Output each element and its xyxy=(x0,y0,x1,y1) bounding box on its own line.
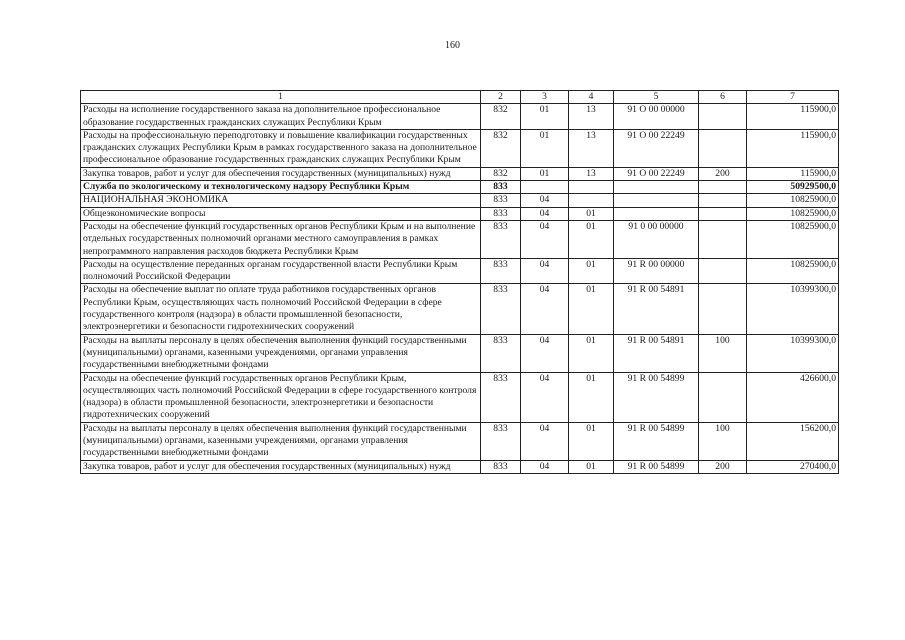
row-sum-cell: 270400,0 xyxy=(747,460,839,473)
row-code-cell xyxy=(569,181,614,194)
row-code-cell: 833 xyxy=(481,372,521,422)
row-code-cell: 01 xyxy=(521,129,569,167)
row-code-cell: 833 xyxy=(481,334,521,372)
row-code-cell xyxy=(569,194,614,207)
row-code-cell: 04 xyxy=(521,258,569,284)
row-code-cell: 833 xyxy=(481,258,521,284)
row-code-cell: 832 xyxy=(481,167,521,180)
table-row xyxy=(81,422,839,460)
row-sum-cell: 10399300,0 xyxy=(747,284,839,334)
row-code-cell: 01 xyxy=(569,220,614,258)
row-code-cell: 01 xyxy=(521,167,569,180)
row-code-cell: 100 xyxy=(699,334,747,372)
table-row xyxy=(81,372,839,422)
row-code-cell xyxy=(699,194,747,207)
budget-table xyxy=(80,90,839,474)
row-code-cell xyxy=(614,207,699,220)
table-row xyxy=(81,220,839,258)
row-code-cell: 200 xyxy=(699,167,747,180)
row-code-cell: 13 xyxy=(569,104,614,130)
row-code-cell: 833 xyxy=(481,422,521,460)
row-code-cell: 91 О 00 22249 xyxy=(614,167,699,180)
table-row xyxy=(81,334,839,372)
row-code-cell: 04 xyxy=(521,207,569,220)
row-sum-cell: 10825900,0 xyxy=(747,207,839,220)
row-code-cell: 833 xyxy=(481,207,521,220)
row-code-cell xyxy=(699,207,747,220)
row-code-cell: 833 xyxy=(481,194,521,207)
row-code-cell: 04 xyxy=(521,422,569,460)
column-header: 2 xyxy=(481,91,521,104)
row-sum-cell: 115900,0 xyxy=(747,167,839,180)
column-header: 4 xyxy=(569,91,614,104)
row-code-cell: 04 xyxy=(521,220,569,258)
row-code-cell: 91 О 00 22249 xyxy=(614,129,699,167)
row-code-cell xyxy=(699,284,747,334)
page-number: 160 xyxy=(445,40,460,51)
column-header: 6 xyxy=(699,91,747,104)
table-row xyxy=(81,460,839,473)
row-name-cell: НАЦИОНАЛЬНАЯ ЭКОНОМИКА xyxy=(81,194,481,207)
row-name-cell: Расходы на профессиональную переподготовку и повышение квалификации государственных гражданских служащих Республики Крым в рамках государственного заказа на дополнительное профессиональное образование государственных гражданских служащих Республики Крым xyxy=(81,129,481,167)
row-code-cell: 832 xyxy=(481,129,521,167)
column-header: 7 xyxy=(747,91,839,104)
row-code-cell: 91 R 00 54891 xyxy=(614,334,699,372)
row-code-cell: 100 xyxy=(699,422,747,460)
row-code-cell: 200 xyxy=(699,460,747,473)
row-code-cell xyxy=(699,220,747,258)
row-code-cell xyxy=(699,104,747,130)
table-row xyxy=(81,104,839,130)
column-header: 5 xyxy=(614,91,699,104)
row-code-cell: 01 xyxy=(569,422,614,460)
row-sum-cell: 426600,0 xyxy=(747,372,839,422)
table-row xyxy=(81,167,839,180)
row-name-cell: Расходы на обеспечение функций государственных органов Республики Крым и на выполнение отдельных государственных полномочий органами местного самоуправления в рамках непрограммного направления расходов бюджета Республики Крым xyxy=(81,220,481,258)
row-code-cell: 91 R 00 00000 xyxy=(614,258,699,284)
row-code-cell: 833 xyxy=(481,220,521,258)
row-code-cell: 04 xyxy=(521,334,569,372)
row-sum-cell: 115900,0 xyxy=(747,129,839,167)
row-code-cell: 04 xyxy=(521,460,569,473)
row-code-cell: 01 xyxy=(569,460,614,473)
row-code-cell: 13 xyxy=(569,167,614,180)
row-sum-cell: 10825900,0 xyxy=(747,258,839,284)
table-row xyxy=(81,181,839,194)
row-code-cell: 91 О 00 00000 xyxy=(614,104,699,130)
row-code-cell: 01 xyxy=(569,207,614,220)
row-code-cell: 833 xyxy=(481,460,521,473)
row-code-cell: 91 0 00 00000 xyxy=(614,220,699,258)
table-row xyxy=(81,284,839,334)
row-code-cell: 91 R 00 54899 xyxy=(614,460,699,473)
row-code-cell xyxy=(614,181,699,194)
row-code-cell: 01 xyxy=(521,104,569,130)
row-code-cell xyxy=(614,194,699,207)
row-sum-cell: 10825900,0 xyxy=(747,194,839,207)
row-code-cell: 04 xyxy=(521,372,569,422)
row-code-cell: 01 xyxy=(569,334,614,372)
table-row xyxy=(81,207,839,220)
row-code-cell: 833 xyxy=(481,181,521,194)
row-name-cell: Расходы на выплаты персоналу в целях обеспечения выполнения функций государственными (муниципальными) органами, казенными учреждениями, органами управления государственными внебюджетными фондами xyxy=(81,334,481,372)
row-code-cell: 91 R 00 54891 xyxy=(614,284,699,334)
row-sum-cell: 156200,0 xyxy=(747,422,839,460)
row-sum-cell: 10825900,0 xyxy=(747,220,839,258)
row-code-cell xyxy=(699,258,747,284)
column-header: 3 xyxy=(521,91,569,104)
row-code-cell: 01 xyxy=(569,372,614,422)
row-code-cell xyxy=(699,181,747,194)
row-code-cell xyxy=(699,372,747,422)
column-header: 1 xyxy=(81,91,481,104)
row-code-cell xyxy=(521,181,569,194)
row-code-cell: 833 xyxy=(481,284,521,334)
row-sum-cell: 10399300,0 xyxy=(747,334,839,372)
row-code-cell: 04 xyxy=(521,194,569,207)
table-row xyxy=(81,129,839,167)
row-sum-cell: 115900,0 xyxy=(747,104,839,130)
row-name-cell: Расходы на обеспечение выплат по оплате труда работников государственных органов Республики Крым, осуществляющих часть полномочий Российской Федерации в сфере государственного контроля (надзора) в области промышленной безопасности, электроэнергетики и безопасности гидротехнических сооружений xyxy=(81,284,481,334)
row-code-cell: 04 xyxy=(521,284,569,334)
row-name-cell: Расходы на осуществление переданных органам государственной власти Республики Крым полномочий Российской Федерации xyxy=(81,258,481,284)
row-name-cell: Закупка товаров, работ и услуг для обеспечения государственных (муниципальных) нужд xyxy=(81,460,481,473)
row-code-cell: 91 R 00 54899 xyxy=(614,422,699,460)
row-name-cell: Общеэкономические вопросы xyxy=(81,207,481,220)
row-name-cell: Расходы на обеспечение функций государственных органов Республики Крым, осуществляющих часть полномочий Российской Федерации в сфере государственного контроля (надзора) в области промышленной безопасности, электроэнергетики и безопасности гидротехнических сооружений xyxy=(81,372,481,422)
table-row xyxy=(81,194,839,207)
row-code-cell: 91 R 00 54899 xyxy=(614,372,699,422)
row-code-cell: 13 xyxy=(569,129,614,167)
row-code-cell: 01 xyxy=(569,258,614,284)
row-name-cell: Расходы на исполнение государственного заказа на дополнительное профессиональное образование государственных гражданских служащих Республики Крым xyxy=(81,104,481,130)
row-name-cell: Служба по экологическому и технологическому надзору Республики Крым xyxy=(81,181,481,194)
row-code-cell: 01 xyxy=(569,284,614,334)
row-name-cell: Расходы на выплаты персоналу в целях обеспечения выполнения функций государственными (муниципальными) органами, казенными учреждениями, органами управления государственными внебюджетными фондами xyxy=(81,422,481,460)
row-name-cell: Закупка товаров, работ и услуг для обеспечения государственных (муниципальных) нужд xyxy=(81,167,481,180)
row-code-cell: 832 xyxy=(481,104,521,130)
row-sum-cell: 50929500,0 xyxy=(747,181,839,194)
header-row xyxy=(81,91,839,104)
table-row xyxy=(81,258,839,284)
row-code-cell xyxy=(699,129,747,167)
